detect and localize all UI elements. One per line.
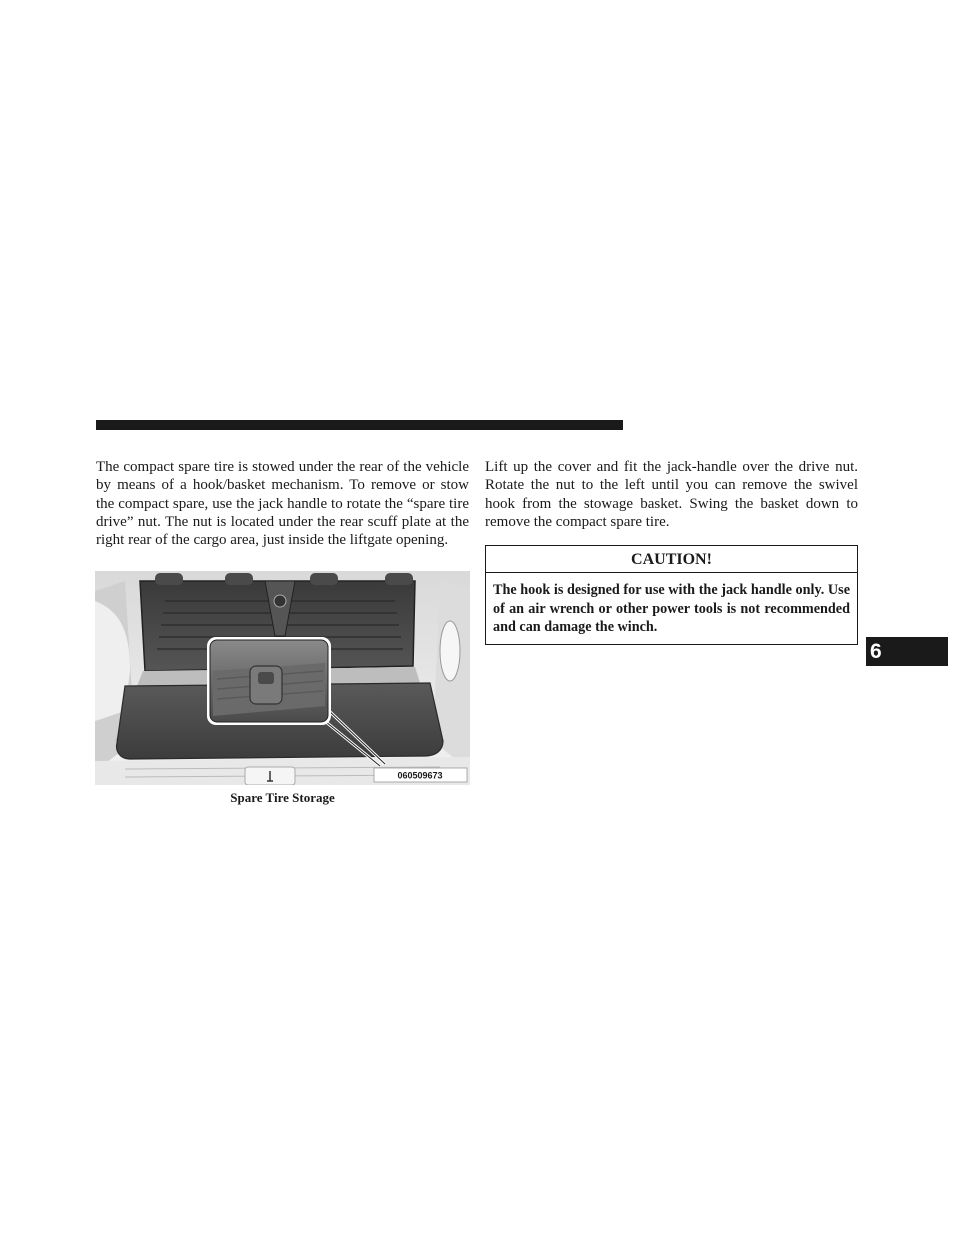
section-divider-bar xyxy=(96,420,623,430)
chapter-number: 6 xyxy=(870,640,882,663)
figure-code-label: 060509673 xyxy=(397,770,443,781)
caution-box xyxy=(485,545,858,645)
spare-tire-storage-figure xyxy=(95,571,470,785)
figure-caption: Spare Tire Storage xyxy=(230,790,335,805)
body-paragraph-left: The compact spare tire is stowed under the rear of the vehicle by means of a hook/basket mechanism. To remove or stow the compact spare, use the jack handle to rotate the “spare tire drive” nut. The nut is located under the rear scuff plate at the right rear of the cargo area, just inside the liftgate opening. xyxy=(96,459,469,549)
body-paragraph-right: Lift up the cover and fit the jack-handle over the drive nut. Rotate the nut to the left until you can remove the swivel hook from the stowage basket. Swing the basket down to remove the compact spare tire. xyxy=(485,459,858,530)
caution-title: CAUTION! xyxy=(486,546,857,573)
chapter-tab xyxy=(866,637,948,666)
caution-text: The hook is designed for use with the jack handle only. Use of an air wrench or other power tools is not recommended and can damage the winch. xyxy=(493,582,850,635)
cargo-area-illustration xyxy=(95,571,470,785)
